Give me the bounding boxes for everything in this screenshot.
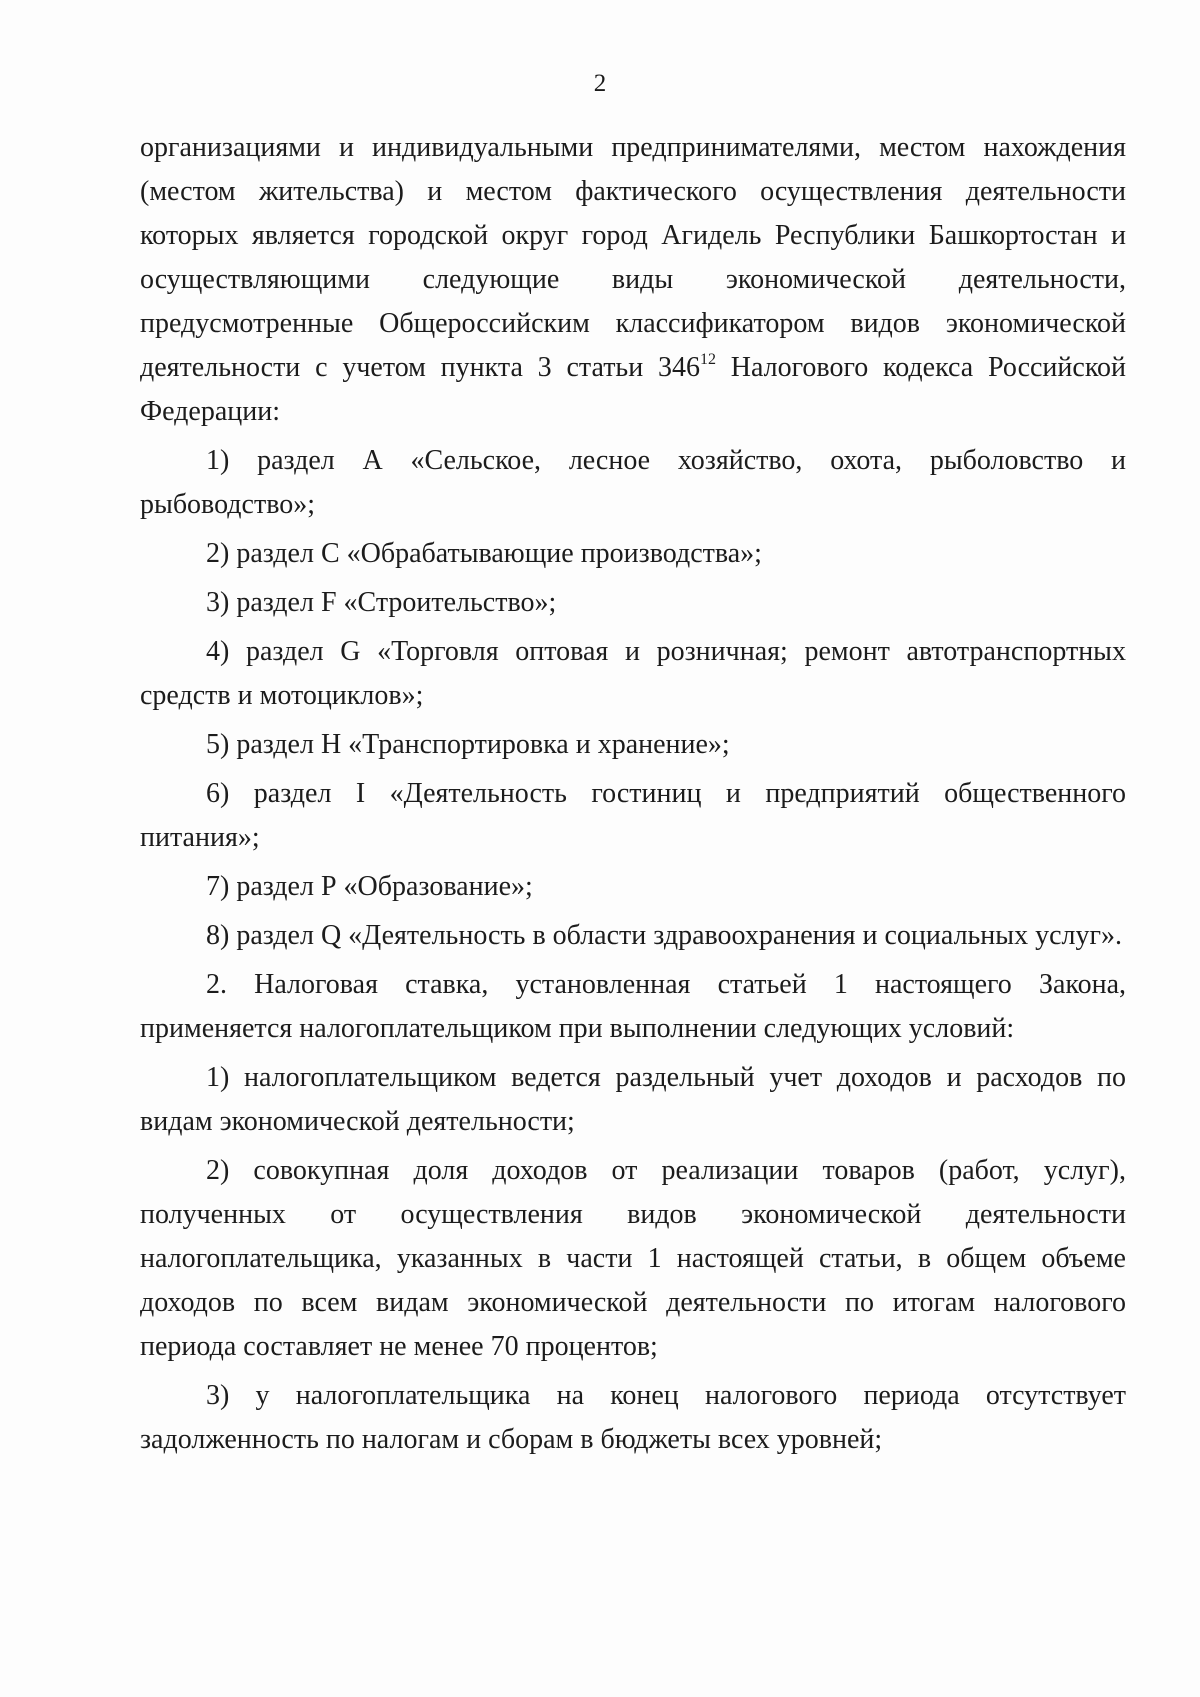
list-item: 7) раздел Р «Образование»;	[206, 871, 533, 902]
list-item: 6) раздел I «Деятельность гостиниц и предприятий общественного питания»;	[140, 778, 1126, 853]
document-body	[140, 126, 1126, 1462]
list-item: 5) раздел Н «Транспортировка и хранение»;	[206, 729, 730, 760]
list-item: 4) раздел G «Торговля оптовая и розничная; ремонт автотранспортных средств и мотоциклов»;	[140, 636, 1126, 711]
list-item: 8) раздел Q «Деятельность в области здравоохранения и социальных услуг».	[206, 920, 1122, 951]
condition-item: 2) совокупная доля доходов от реализации товаров (работ, услуг), полученных от осуществления видов экономической деятельности налогоплательщика, указанных в части 1 настоящей статьи, в общем объеме доходов по всем видам экономической деятельности по итогам налогового периода составляет не менее 70 процентов;	[140, 1155, 1126, 1362]
intro-text-end: Налогового кодекса Российской Федерации:	[140, 352, 1126, 427]
part-2-paragraph: 2. Налоговая ставка, установленная статьей 1 настоящего Закона, применяется налогоплательщиком при выполнении следующих условий:	[140, 969, 1126, 1044]
list-item: 2) раздел С «Обрабатывающие производства»;	[206, 538, 762, 569]
page-number: 2	[593, 70, 607, 97]
list-item: 3) раздел F «Строительство»;	[206, 587, 557, 618]
condition-item: 1) налогоплательщиком ведется раздельный учет доходов и расходов по видам экономической деятельности;	[140, 1062, 1126, 1137]
condition-item: 3) у налогоплательщика на конец налогового периода отсутствует задолженность по налогам и сборам в бюджеты всех уровней;	[140, 1380, 1126, 1455]
article-superscript: 12	[699, 351, 716, 368]
list-item: 1) раздел А «Сельское, лесное хозяйство, охота, рыболовство и рыбоводство»;	[140, 445, 1126, 520]
intro-text: организациями и индивидуальными предпринимателями, местом нахождения (местом жительства) и местом фактического осуществления деятельности которых является городской округ город Агидель Республики Башкортостан и осуществляющими следующие виды экономической деятельности, предусмотренные Общероссийским классификатором видов экономической деятельности с учетом пункта 3 статьи 346	[140, 132, 1126, 383]
intro-paragraph	[140, 126, 1126, 434]
